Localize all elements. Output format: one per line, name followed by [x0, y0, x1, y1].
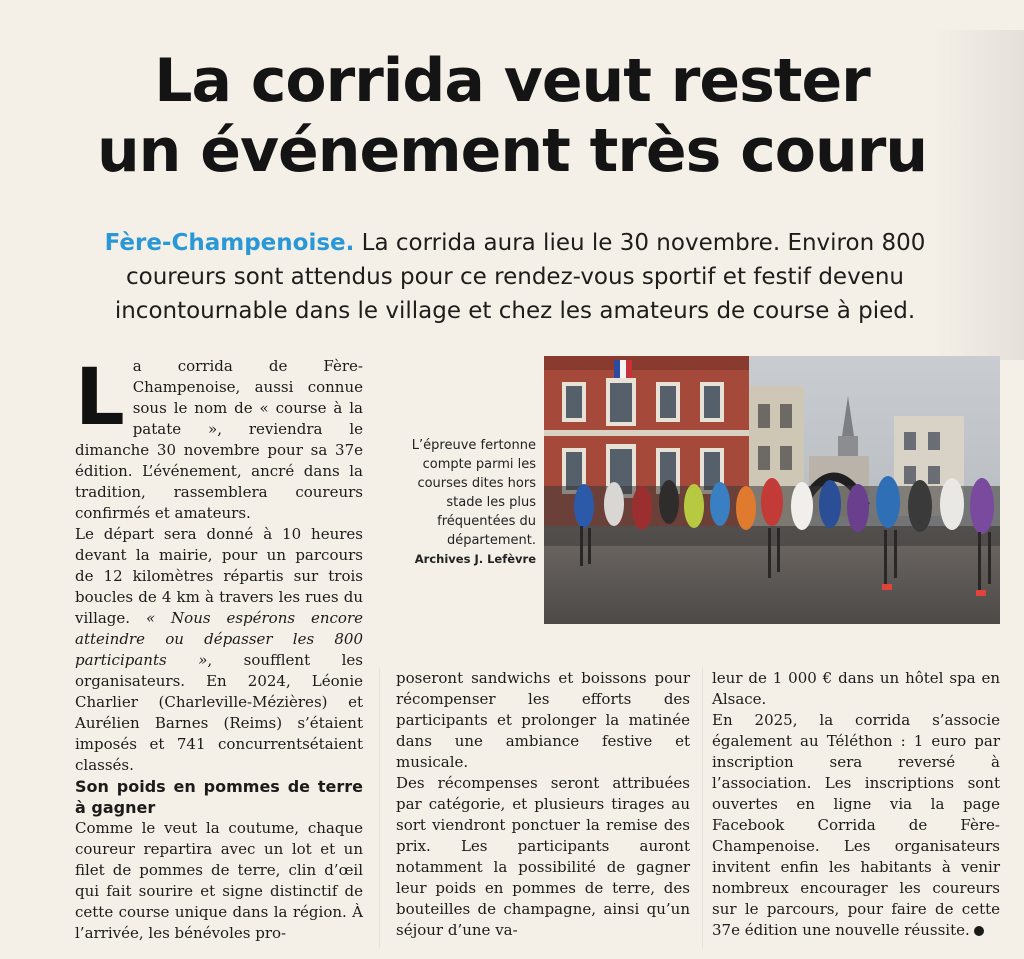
article-column-1 — [75, 353, 363, 944]
paragraph-refreshments: poseront sandwichs et boissons pour récompenser les efforts des participants et prolonger la matinée dans une ambiance festive et musicale. — [396, 669, 690, 771]
standfirst-place: Fère-Champenoise. — [104, 230, 355, 256]
drop-cap: L — [75, 353, 125, 443]
headline — [0, 46, 1024, 186]
photo-credit: Archives J. Lefèvre — [414, 552, 536, 566]
standfirst — [60, 226, 970, 328]
paragraph-start-text: Le départ sera donné à 10 heures devant la mairie, pour un parcours de 12 kilomètres répartis sur trois boucles de 4 km à travers les rues du village. — [75, 525, 363, 627]
paragraph-intro — [75, 353, 363, 524]
race-start-illustration — [544, 356, 1000, 624]
column-gutter-1 — [379, 668, 380, 948]
paragraph-potatoes: Comme le veut la coutume, chaque coureur repartira avec un lot et un filet de pommes de terre, clin d’œil qui fait sourire et signe distinctif de cette course unique dans la région. À l’arrivée, les bénévoles pro- — [75, 819, 363, 942]
paragraph-intro-text: a corrida de Fère-Champenoise, aussi connue sous le nom de « course à la patate », reviendra le dimanche 30 novembre pour sa 37e édition. L’événement, ancré dans la tradition, rassemblera coureurs confirmés et amateurs. — [75, 357, 363, 522]
paragraph-telethon-text: En 2025, la corrida s’associe également au Téléthon : 1 euro par inscription sera reversé à l’association. Les inscriptions sont ouvertes en ligne via la page Facebook Corrida de Fère-Champenoise. Les organisateurs invitent enfin les habitants à venir nombreux encourager les coureurs sur le parcours, pour faire de cette 37e édition une nouvelle réussite. — [712, 711, 1000, 939]
headline-line-1: La corrida veut rester — [154, 46, 870, 116]
article-column-3 — [712, 668, 1000, 941]
photo-caption-text: L’épreuve fertonne compte parmi les courses dites hors stade les plus fréquentées du département. — [411, 438, 536, 548]
end-of-article-bullet-icon — [974, 926, 984, 936]
paragraph-telethon — [712, 710, 1000, 941]
paragraph-start-text-end: , soufflent les organisateurs. En 2024, Léonie Charlier (Charleville-Mézières) et Aurélien Barnes (Reims) s’étaient imposés et 741 concurrentsétaient classés. — [75, 651, 363, 774]
paragraph-prizes: Des récompenses seront attribuées par catégorie, et plusieurs tirages au sort viendront ponctuer la remise des prix. Les participants auront notamment la possibilité de gagner leur poids en pommes de terre, des bouteilles de champagne, ainsi qu’un séjour d’une va- — [396, 774, 690, 939]
photo-caption — [380, 436, 536, 569]
column-gutter-2 — [702, 668, 703, 948]
article-column-2 — [396, 668, 690, 941]
standfirst-text: La corrida aura lieu le 30 novembre. Environ 800 coureurs sont attendus pour ce rendez-vous sportif et festif devenu incontournable dans le village et chez les amateurs de course à pied. — [114, 230, 926, 324]
paragraph-prize-value: leur de 1 000 € dans un hôtel spa en Alsace. — [712, 669, 1000, 708]
subheading: Son poids en pommes de terre à gagner — [75, 777, 363, 817]
headline-line-2: un événement très couru — [96, 116, 928, 186]
paragraph-start — [75, 524, 363, 776]
race-start-photo — [544, 356, 1000, 624]
organisers-quote: « Nous espérons encore atteindre ou dépasser les 800 participants » — [75, 609, 363, 669]
